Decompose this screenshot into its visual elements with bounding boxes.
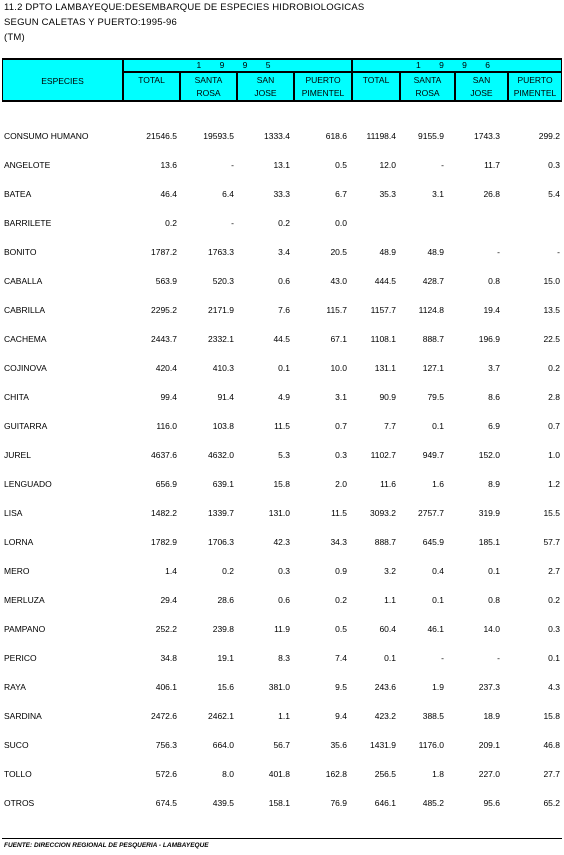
column-header: SAN JOSE — [237, 72, 294, 101]
value-cell: 7.6 — [278, 305, 290, 315]
value-cell: 618.6 — [325, 131, 347, 141]
value-cell: 196.9 — [478, 334, 500, 344]
species-name: LORNA — [4, 537, 34, 547]
value-cell: 3.1 — [432, 189, 444, 199]
value-cell: 0.1 — [278, 363, 290, 373]
table-title: 11.2 DPTO LAMBAYEQUE:DESEMBARQUE DE ESPECIES HIDROBIOLOGICAS — [4, 2, 365, 13]
value-cell: 8.6 — [488, 392, 500, 402]
value-cell: 44.5 — [273, 334, 290, 344]
header-top-rule — [2, 58, 562, 59]
value-cell: 46.8 — [543, 740, 560, 750]
value-cell: 639.1 — [212, 479, 234, 489]
value-cell: 6.9 — [488, 421, 500, 431]
value-cell: 5.4 — [548, 189, 560, 199]
species-name: SARDINA — [4, 711, 42, 721]
value-cell: 237.3 — [478, 682, 500, 692]
value-cell: 13.1 — [273, 160, 290, 170]
value-cell: 0.1 — [548, 653, 560, 663]
column-header: PUERTO PIMENTEL — [508, 72, 562, 101]
value-cell: 2462.1 — [208, 711, 234, 721]
value-cell: 90.9 — [379, 392, 396, 402]
value-cell: 381.0 — [268, 682, 290, 692]
value-cell: 1176.0 — [418, 740, 444, 750]
table-row — [0, 711, 564, 725]
column-header: PUERTO PIMENTEL — [294, 72, 352, 101]
value-cell: 91.4 — [217, 392, 234, 402]
value-cell: 256.5 — [374, 769, 396, 779]
value-cell: 1763.3 — [208, 247, 234, 257]
value-cell: 26.8 — [483, 189, 500, 199]
value-cell: 401.8 — [268, 769, 290, 779]
value-cell: 48.9 — [427, 247, 444, 257]
value-cell: 22.5 — [543, 334, 560, 344]
value-cell: 79.5 — [427, 392, 444, 402]
value-cell: 6.4 — [222, 189, 234, 199]
value-cell: 410.3 — [212, 363, 234, 373]
value-cell: 0.2 — [165, 218, 177, 228]
value-cell: 34.3 — [330, 537, 347, 547]
value-cell: 888.7 — [374, 537, 396, 547]
value-cell: 158.1 — [268, 798, 290, 808]
value-cell: 949.7 — [422, 450, 444, 460]
value-cell: 0.2 — [335, 595, 347, 605]
value-cell: 1431.9 — [370, 740, 396, 750]
value-cell: 0.9 — [335, 566, 347, 576]
column-header: TOTAL — [352, 72, 400, 101]
value-cell: 8.3 — [278, 653, 290, 663]
value-cell: 0.2 — [222, 566, 234, 576]
value-cell: 520.3 — [212, 276, 234, 286]
value-cell: 12.0 — [379, 160, 396, 170]
value-cell: 1333.4 — [264, 131, 290, 141]
value-cell: 299.2 — [538, 131, 560, 141]
value-cell: 428.7 — [422, 276, 444, 286]
value-cell: 0.1 — [488, 566, 500, 576]
value-cell: 28.6 — [217, 595, 234, 605]
value-cell: 1787.2 — [151, 247, 177, 257]
value-cell: 7.4 — [335, 653, 347, 663]
table-row — [0, 450, 564, 464]
value-cell: 1706.3 — [208, 537, 234, 547]
value-cell: 9.4 — [335, 711, 347, 721]
value-cell: 3.2 — [384, 566, 396, 576]
value-cell: 4.9 — [278, 392, 290, 402]
species-name: JUREL — [4, 450, 31, 460]
value-cell: 11198.4 — [366, 131, 396, 141]
value-cell: 11.9 — [274, 624, 290, 634]
value-cell: - — [497, 653, 500, 663]
value-cell: 656.9 — [155, 479, 177, 489]
value-cell: 3.7 — [488, 363, 500, 373]
value-cell: 645.9 — [422, 537, 444, 547]
value-cell: 674.5 — [155, 798, 177, 808]
value-cell: 48.9 — [379, 247, 396, 257]
table-row — [0, 653, 564, 667]
species-name: CABRILLA — [4, 305, 46, 315]
species-name: MERLUZA — [4, 595, 45, 605]
species-name: ANGELOTE — [4, 160, 51, 170]
value-cell: 0.2 — [278, 218, 290, 228]
value-cell: 444.5 — [374, 276, 396, 286]
value-cell: 13.6 — [160, 160, 177, 170]
header-bottom-rule — [2, 101, 562, 102]
value-cell: 0.1 — [432, 421, 444, 431]
table-row — [0, 566, 564, 580]
value-cell: 0.3 — [548, 160, 560, 170]
value-cell: 0.0 — [335, 218, 347, 228]
species-name: BATEA — [4, 189, 32, 199]
value-cell: 2295.2 — [151, 305, 177, 315]
value-cell: 42.3 — [273, 537, 290, 547]
species-name: BARRILETE — [4, 218, 52, 228]
value-cell: 2757.7 — [418, 508, 444, 518]
value-cell: - — [441, 653, 444, 663]
value-cell: 1.1 — [384, 595, 396, 605]
value-cell: 319.9 — [478, 508, 500, 518]
footer-rule — [2, 838, 562, 839]
value-cell: 21546.5 — [146, 131, 177, 141]
value-cell: 1782.9 — [151, 537, 177, 547]
value-cell: 60.4 — [379, 624, 396, 634]
value-cell: 0.7 — [335, 421, 347, 431]
value-cell: 15.8 — [273, 479, 290, 489]
table-row — [0, 479, 564, 493]
value-cell: 406.1 — [155, 682, 177, 692]
species-name: LENGUADO — [4, 479, 52, 489]
value-cell: 227.0 — [478, 769, 500, 779]
value-cell: 0.3 — [278, 566, 290, 576]
value-cell: 10.0 — [330, 363, 347, 373]
species-name: BONITO — [4, 247, 37, 257]
value-cell: 0.3 — [548, 624, 560, 634]
value-cell: 888.7 — [422, 334, 444, 344]
table-row — [0, 160, 564, 174]
column-header: SANTA ROSA — [400, 72, 455, 101]
species-name: PAMPANO — [4, 624, 46, 634]
value-cell: 131.0 — [268, 508, 290, 518]
value-cell: 34.8 — [160, 653, 177, 663]
value-cell: 252.2 — [155, 624, 177, 634]
value-cell: 2472.6 — [151, 711, 177, 721]
value-cell: 563.9 — [155, 276, 177, 286]
value-cell: 33.3 — [273, 189, 290, 199]
value-cell: 18.9 — [483, 711, 500, 721]
value-cell: 1108.1 — [370, 334, 396, 344]
species-name: LISA — [4, 508, 23, 518]
value-cell: 4637.6 — [151, 450, 177, 460]
value-cell: 1743.3 — [474, 131, 500, 141]
value-cell: 1.4 — [165, 566, 177, 576]
species-name: TOLLO — [4, 769, 32, 779]
value-cell: 13.5 — [543, 305, 560, 315]
value-cell: 6.7 — [335, 189, 347, 199]
value-cell: 95.6 — [483, 798, 500, 808]
value-cell: 0.6 — [278, 595, 290, 605]
value-cell: 423.2 — [374, 711, 396, 721]
species-name: CONSUMO HUMANO — [4, 131, 89, 141]
species-name: RAYA — [4, 682, 26, 692]
value-cell: 664.0 — [212, 740, 234, 750]
value-cell: 1.0 — [548, 450, 560, 460]
value-cell: 0.5 — [335, 160, 347, 170]
value-cell: 185.1 — [478, 537, 500, 547]
value-cell: 15.0 — [543, 276, 560, 286]
value-cell: 29.4 — [160, 595, 177, 605]
value-cell: 43.0 — [330, 276, 347, 286]
value-cell: 35.6 — [330, 740, 347, 750]
value-cell: 15.6 — [217, 682, 234, 692]
species-name: PERICO — [4, 653, 37, 663]
species-name: SUCO — [4, 740, 29, 750]
unit-label: (TM) — [4, 32, 25, 43]
species-name: OTROS — [4, 798, 35, 808]
value-cell: 2443.7 — [151, 334, 177, 344]
value-cell: 3.4 — [278, 247, 290, 257]
value-cell: 3093.2 — [370, 508, 396, 518]
table-row — [0, 334, 564, 348]
value-cell: 131.1 — [374, 363, 396, 373]
value-cell: 0.3 — [335, 450, 347, 460]
table-row — [0, 363, 564, 377]
year-header-1995: 1 9 9 5 — [123, 59, 352, 72]
value-cell: 11.5 — [274, 421, 290, 431]
table-row — [0, 798, 564, 812]
value-cell: 1124.8 — [418, 305, 444, 315]
species-name: MERO — [4, 566, 30, 576]
value-cell: 420.4 — [155, 363, 177, 373]
value-cell: - — [441, 160, 444, 170]
table-row — [0, 421, 564, 435]
table-row — [0, 305, 564, 319]
source-note: FUENTE: DIRECCION REGIONAL DE PESQUERIA - LAMBAYEQUE — [4, 842, 209, 849]
value-cell: 1.6 — [432, 479, 444, 489]
value-cell: 99.4 — [160, 392, 177, 402]
value-cell: 1157.7 — [370, 305, 396, 315]
value-cell: 1482.2 — [151, 508, 177, 518]
value-cell: 0.5 — [335, 624, 347, 634]
table-row — [0, 595, 564, 609]
value-cell: 9155.9 — [418, 131, 444, 141]
value-cell: 0.1 — [432, 595, 444, 605]
value-cell: 65.2 — [543, 798, 560, 808]
value-cell: 27.7 — [543, 769, 560, 779]
value-cell: 1339.7 — [208, 508, 234, 518]
value-cell: 20.5 — [330, 247, 347, 257]
column-header: SANTA ROSA — [180, 72, 237, 101]
value-cell: 15.5 — [543, 508, 560, 518]
value-cell: 0.8 — [488, 276, 500, 286]
value-cell: 11.5 — [331, 508, 347, 518]
value-cell: 5.3 — [278, 450, 290, 460]
value-cell: 8.0 — [222, 769, 234, 779]
value-cell: 103.8 — [212, 421, 234, 431]
value-cell: 2.8 — [548, 392, 560, 402]
value-cell: 0.2 — [548, 595, 560, 605]
value-cell: 239.8 — [212, 624, 234, 634]
year-header-1996: 1 9 9 6 — [352, 59, 562, 72]
value-cell: 35.3 — [379, 189, 396, 199]
value-cell: 19.4 — [483, 305, 500, 315]
value-cell: 46.1 — [427, 624, 444, 634]
value-cell: 2171.9 — [208, 305, 234, 315]
table-row — [0, 624, 564, 638]
value-cell: 2.0 — [335, 479, 347, 489]
value-cell: 8.9 — [488, 479, 500, 489]
value-cell: 57.7 — [543, 537, 560, 547]
value-cell: 0.7 — [548, 421, 560, 431]
species-name: CACHEMA — [4, 334, 47, 344]
value-cell: 4632.0 — [208, 450, 234, 460]
value-cell: 646.1 — [374, 798, 396, 808]
table-row — [0, 189, 564, 203]
value-cell: - — [497, 247, 500, 257]
value-cell: 388.5 — [422, 711, 444, 721]
value-cell: 3.1 — [335, 392, 347, 402]
column-header: SAN JOSE — [455, 72, 508, 101]
table-row — [0, 740, 564, 754]
value-cell: 756.3 — [155, 740, 177, 750]
value-cell: 1.2 — [548, 479, 560, 489]
value-cell: 0.8 — [488, 595, 500, 605]
value-cell: 15.8 — [543, 711, 560, 721]
value-cell: 4.3 — [548, 682, 560, 692]
value-cell: - — [231, 218, 234, 228]
species-column-header: ESPECIES — [2, 59, 123, 101]
value-cell: 67.1 — [330, 334, 347, 344]
table-row — [0, 276, 564, 290]
value-cell: 0.1 — [384, 653, 396, 663]
value-cell: 46.4 — [160, 189, 177, 199]
table-row — [0, 392, 564, 406]
value-cell: 19593.5 — [203, 131, 234, 141]
table-row — [0, 247, 564, 261]
value-cell: 152.0 — [478, 450, 500, 460]
species-name: CHITA — [4, 392, 29, 402]
value-cell: 1.9 — [432, 682, 444, 692]
column-header: TOTAL — [123, 72, 180, 101]
species-name: GUITARRA — [4, 421, 48, 431]
value-cell: 209.1 — [478, 740, 500, 750]
table-row — [0, 131, 564, 145]
value-cell: 0.2 — [548, 363, 560, 373]
species-name: CABALLA — [4, 276, 43, 286]
value-cell: 1102.7 — [370, 450, 396, 460]
value-cell: 0.6 — [278, 276, 290, 286]
table-subtitle: SEGUN CALETAS Y PUERTO:1995-96 — [4, 17, 178, 28]
value-cell: 1.8 — [432, 769, 444, 779]
value-cell: - — [231, 160, 234, 170]
value-cell: 9.5 — [335, 682, 347, 692]
value-cell: 243.6 — [374, 682, 396, 692]
value-cell: 116.0 — [156, 421, 177, 431]
value-cell: 11.6 — [380, 479, 396, 489]
value-cell: 162.8 — [325, 769, 347, 779]
value-cell: 2.7 — [548, 566, 560, 576]
species-name: COJINOVA — [4, 363, 47, 373]
value-cell: 485.2 — [422, 798, 444, 808]
table-row — [0, 508, 564, 522]
table-row — [0, 218, 564, 232]
value-cell: 115.7 — [326, 305, 347, 315]
value-cell: 572.6 — [155, 769, 177, 779]
value-cell: 2332.1 — [208, 334, 234, 344]
value-cell: 0.4 — [432, 566, 444, 576]
table-row — [0, 682, 564, 696]
value-cell: 56.7 — [273, 740, 290, 750]
value-cell: 19.1 — [217, 653, 234, 663]
value-cell: 127.1 — [422, 363, 444, 373]
table-row — [0, 537, 564, 551]
value-cell: 76.9 — [330, 798, 347, 808]
value-cell: 14.0 — [483, 624, 500, 634]
table-row — [0, 769, 564, 783]
value-cell: 439.5 — [212, 798, 234, 808]
value-cell: 1.1 — [278, 711, 290, 721]
value-cell: 11.7 — [484, 160, 500, 170]
value-cell: - — [557, 247, 560, 257]
value-cell: 7.7 — [384, 421, 396, 431]
